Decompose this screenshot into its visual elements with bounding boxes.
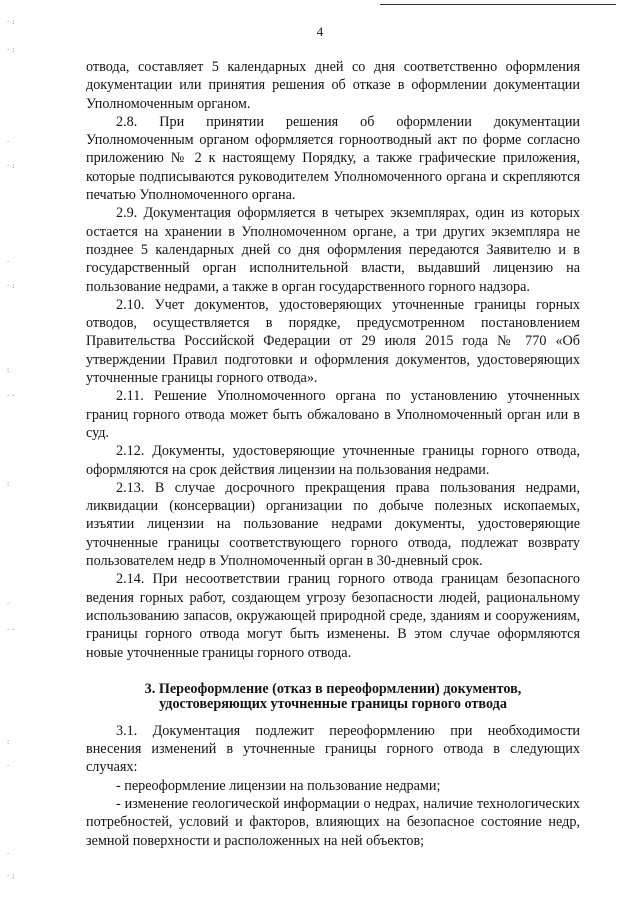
margin-mark: : — [6, 480, 12, 488]
list-item: - переоформление лицензии на пользование недрами; — [116, 777, 441, 794]
paragraph-2-11: 2.11. Решение Уполномоченного органа по установлению уточненных границ горного отвода может быть обжаловано в Уполномоченный орган или в суд. — [86, 388, 580, 441]
margin-mark: · — [6, 138, 12, 146]
margin-mark: ·: — [6, 18, 17, 26]
margin-mark: · — [6, 600, 12, 608]
binding-hole-marks — [6, 0, 26, 905]
paragraph-2-8: 2.8. При принятии решения об оформлении документации Уполномоченным органом оформляется горноотводный акт по форме согласно приложению № 2 к настоящему Порядку, а также графические приложения, которые подписываются руководителем Уполномоченного органа и скрепляются печатью Уполномоченного органа. — [86, 113, 580, 204]
margin-mark: · — [6, 762, 12, 770]
paragraph-2-14: 2.14. При несоответствии границ горного отвода границам безопасного ведения горных работ, создающем угрозу безопасности людей, рациональному использованию запасов, окружающей природной среде, зданиям и сооружениям, границы горного отвода могут быть изменены. В этом случае оформляются новые уточненные границы горного отвода. — [86, 571, 580, 661]
section-heading-line-2: удостоверяющих уточненные границы горного отвода — [159, 695, 507, 712]
paragraph-3-1: 3.1. Документация подлежит переоформлению при необходимости внесения изменений в уточненные границы горного отвода в следующих случаях: — [86, 722, 580, 776]
margin-mark: ·· — [6, 392, 17, 400]
paragraph-2-9: 2.9. Документация оформляется в четырех экземплярах, один из которых остается на хранении в Уполномоченном органе, а три других экземпляра не позднее 5 календарных дней со дня оформления передаются Заявителю и в государственный орган исполнительной власти, выдавший лицензию на пользование недрами, а также в орган государственного горного надзора. — [86, 205, 580, 295]
margin-mark: ·: — [6, 282, 17, 290]
document-body — [86, 58, 580, 850]
margin-mark: : — [6, 738, 12, 746]
margin-mark: ·: — [6, 46, 17, 54]
page-number: 4 — [316, 24, 324, 39]
top-rule — [380, 4, 616, 5]
section-heading — [86, 682, 580, 712]
margin-mark: ·· — [6, 626, 17, 634]
paragraph-2-12: 2.12. Документы, удостоверяющие уточненные границы горного отвода, оформляются на срок действия лицензии на пользования недрами. — [86, 443, 580, 478]
margin-mark: ·: — [6, 872, 17, 880]
margin-mark: · — [6, 258, 12, 266]
section-heading-line-1: 3. Переоформление (отказ в переоформлении) документов, — [144, 680, 522, 697]
paragraph-2-10: 2.10. Учет документов, удостоверяющих уточненные границы горных отводов, осуществляется в порядке, предусмотренном постановлением Правительства Российской Федерации от 29 июля 2015 года № 770 «Об утверждении Правил подготовки и оформления документов, удостоверяющих уточненные границы горного отвода». — [86, 296, 580, 387]
margin-mark: ·: — [6, 162, 17, 170]
list-item: - изменение геологической информации о недрах, наличие технологических потребностей, условий и факторов, влияющих на безопасное состояние недр, земной поверхности и расположенных на ней объектов; — [86, 795, 580, 849]
paragraph-continuation: отвода, составляет 5 календарных дней со дня соответственно оформления документации или принятия решения об отказе в оформлении документации Уполномоченным органом. — [86, 59, 580, 112]
margin-mark: · — [6, 850, 12, 858]
margin-mark: : — [6, 366, 12, 374]
paragraph-2-13: 2.13. В случае досрочного прекращения права пользования недрами, ликвидации (консервации) организации по добыче полезных ископаемых, изъятии лицензии на пользование недрами документы, удостоверяющие уточненные границы соответствующего горного отвода, подлежат возврату пользователем недр в Уполномоченный орган в 30-дневный срок. — [86, 479, 580, 570]
